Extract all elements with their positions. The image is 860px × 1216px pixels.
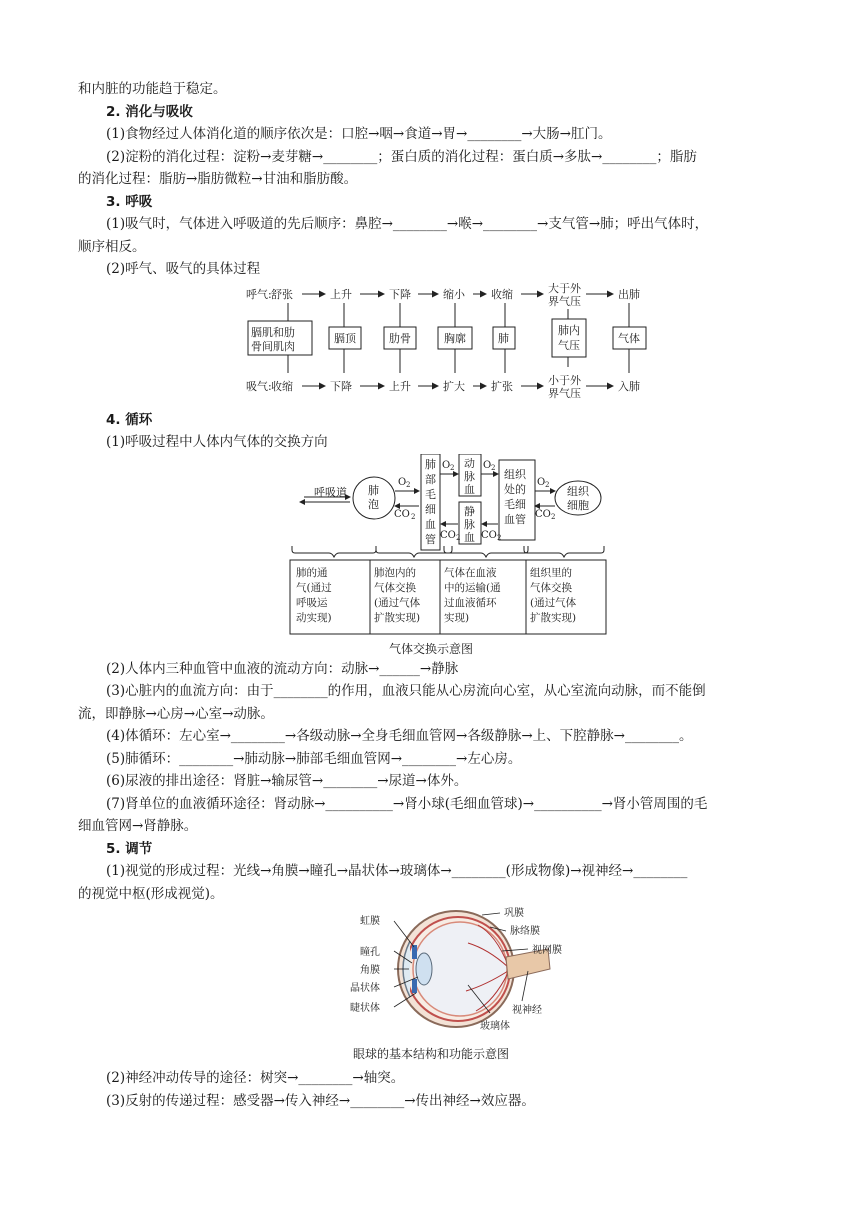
text-line: (3)反射的传递过程：感受器→传入神经→________→传出神经→效应器。 <box>106 1092 535 1109</box>
text-line: (5)肺循环：________→肺动脉→肺部毛细血管网→________→左心房。 <box>106 750 522 767</box>
eye-label-pupil: 瞳孔 <box>360 947 380 958</box>
co2-label: CO <box>394 508 410 520</box>
section-heading-respiration: 3. 呼吸 <box>106 193 153 210</box>
lung-capillary-label: 管 <box>425 532 436 546</box>
airway-label: 呼吸道 <box>314 485 347 499</box>
tissue-capillary-label: 毛细 <box>504 497 526 511</box>
eye-label-choroid: 脉络膜 <box>510 926 540 937</box>
co2-subscript: 2 <box>497 533 502 542</box>
gas-exchange-caption: 气体交换示意图 <box>388 641 473 656</box>
text-line: (2)呼气、吸气的具体过程 <box>106 261 261 277</box>
box-label: 膈肌和肋 <box>251 325 295 339</box>
note-line: 气体交换 <box>530 581 572 594</box>
text-line: (1)视觉的形成过程：光线→角膜→瞳孔→晶状体→玻璃体→________(形成物像)→视神经→________ <box>106 863 688 879</box>
note-line: (通过气体 <box>530 596 577 609</box>
o2-label: O <box>398 476 407 488</box>
inhale-step: 界气压 <box>548 386 581 400</box>
artery-label: 脉 <box>464 469 475 483</box>
co2-label: CO <box>481 529 497 541</box>
note-line: (通过气体 <box>374 596 421 609</box>
text-line: (1)呼吸过程中人体内气体的交换方向 <box>106 434 328 450</box>
lung-capillary-label: 血 <box>425 517 436 531</box>
box-label: 气压 <box>558 338 580 352</box>
box-label: 肺 <box>498 331 509 345</box>
o2-label: O <box>537 476 546 488</box>
box-label: 肺内 <box>558 323 580 337</box>
breathing-diagram <box>78 281 784 409</box>
exhale-step: 上升 <box>330 287 352 301</box>
o2-subscript: 2 <box>450 463 455 472</box>
text-line: 的视觉中枢(形成视觉)。 <box>78 885 224 902</box>
lung-capillary-label: 毛 <box>425 487 436 501</box>
exhale-step: 大于外 <box>548 281 581 295</box>
artery-label: 血 <box>464 482 475 496</box>
inhale-step: 入肺 <box>618 379 640 393</box>
note-line: 扩散实现) <box>530 611 577 624</box>
exhale-step: 舒张 <box>271 287 293 301</box>
text-line: (1)吸气时，气体进入呼吸道的先后顺序：鼻腔→________→喉→________→支气管→肺；呼出气体时， <box>106 216 709 232</box>
alveolus-label: 肺 <box>368 483 379 497</box>
eye-label-retina: 视网膜 <box>532 945 562 956</box>
box-label: 肋骨 <box>389 331 411 345</box>
co2-subscript: 2 <box>456 533 461 542</box>
text-line: (2)人体内三种血管中血液的流动方向：动脉→______→静脉 <box>106 660 459 677</box>
box-label: 骨间肌肉 <box>251 339 295 353</box>
exhale-label: 呼气: <box>246 287 272 301</box>
note-line: 肺泡内的 <box>374 566 416 579</box>
lung-capillary-label: 肺 <box>425 457 436 471</box>
vein-label: 脉 <box>464 517 475 531</box>
inhale-step: 下降 <box>330 379 352 393</box>
box-label: 胸廓 <box>444 331 466 345</box>
vein-label: 血 <box>464 530 475 544</box>
eye-label-lens: 晶状体 <box>350 983 380 994</box>
note-line: 实现) <box>444 611 470 624</box>
box-label: 气体 <box>618 331 640 345</box>
note-line: 过血液循环 <box>444 596 497 609</box>
gas-exchange-svg <box>78 454 784 640</box>
note-line: 组织里的 <box>530 566 572 579</box>
co2-subscript: 2 <box>551 512 556 521</box>
tissue-capillary-label: 组织 <box>504 467 526 481</box>
exhale-step: 出肺 <box>618 287 640 301</box>
section-heading-circulation: 4. 循环 <box>106 411 153 428</box>
text-line: 的消化过程：脂肪→脂肪微粒→甘油和脂肪酸。 <box>78 171 358 187</box>
text-line: (2)神经冲动传导的途径：树突→________→轴突。 <box>106 1070 405 1086</box>
tissue-cell-label: 细胞 <box>567 498 589 512</box>
box-label: 膈顶 <box>334 331 356 345</box>
exhale-step: 界气压 <box>548 294 581 308</box>
tissue-capillary-label: 血管 <box>504 512 526 526</box>
note-line: 气体在血液 <box>444 566 497 579</box>
text-line: (2)淀粉的消化过程：淀粉→麦芽糖→________；蛋白质的消化过程：蛋白质→多肽→________；脂肪 <box>106 148 697 165</box>
o2-subscript: 2 <box>406 480 411 489</box>
eyeball-svg <box>78 905 784 1045</box>
o2-label: O <box>442 459 451 471</box>
breathing-diagram-svg <box>78 281 784 409</box>
text-line: 和内脏的功能趋于稳定。 <box>78 81 227 97</box>
text-line: (3)心脏内的血流方向：由于________的作用，血液只能从心房流向心室，从心室流向动脉，而不能倒 <box>106 683 706 699</box>
inhale-step: 扩大 <box>443 379 465 393</box>
eye-label-sclera: 巩膜 <box>504 908 524 919</box>
gas-exchange-diagram <box>78 454 784 658</box>
lens-shape <box>416 953 432 985</box>
exhale-step: 收缩 <box>491 287 513 301</box>
eye-label-optic-nerve: 视神经 <box>512 1005 542 1016</box>
note-line: 肺的通 <box>296 566 328 579</box>
eye-label-ciliary-body: 睫状体 <box>350 1003 380 1014</box>
section-heading-regulation: 5. 调节 <box>106 840 153 857</box>
alveolus-label: 泡 <box>368 497 379 511</box>
tissue-cell-label: 组织 <box>567 484 589 498</box>
note-line: 呼吸运 <box>296 596 328 609</box>
text-line: 流，即静脉→心房→心室→动脉。 <box>78 705 274 722</box>
text-line: (7)肾单位的血液循环途径：肾动脉→__________→肾小球(毛细血管球)→__________→肾小管周围的毛 <box>106 795 708 812</box>
eyeball-diagram <box>78 905 784 1067</box>
inhale-step: 小于外 <box>548 373 581 387</box>
iris-upper <box>412 945 417 959</box>
eye-label-cornea: 角膜 <box>360 965 380 976</box>
co2-label: CO <box>440 529 456 541</box>
section-heading-digestion: 2. 消化与吸收 <box>106 103 193 120</box>
text-line: (4)体循环：左心室→________→各级动脉→全身毛细血管网→各级静脉→上、下腔静脉→________。 <box>106 728 693 744</box>
exhale-step: 缩小 <box>443 287 465 301</box>
inhale-label: 吸气: <box>246 379 272 393</box>
note-line: 扩散实现) <box>374 611 421 624</box>
note-line: 气体交换 <box>374 581 416 594</box>
eyeball-caption: 眼球的基本结构和功能示意图 <box>352 1047 509 1061</box>
text-line: (6)尿液的排出途径：肾脏→输尿管→________→尿道→体外。 <box>106 773 468 789</box>
text-line: 顺序相反。 <box>78 238 146 255</box>
iris-lower <box>412 979 417 993</box>
lung-capillary-label: 部 <box>425 472 436 486</box>
o2-subscript: 2 <box>491 463 496 472</box>
artery-label: 动 <box>464 456 475 470</box>
co2-label: CO <box>535 508 551 520</box>
document-page <box>78 78 784 1112</box>
note-line: 动实现) <box>296 611 332 624</box>
tissue-capillary-label: 处的 <box>504 482 526 496</box>
co2-subscript: 2 <box>411 512 416 521</box>
o2-label: O <box>483 459 492 471</box>
inhale-step: 上升 <box>389 379 411 393</box>
exhale-step: 下降 <box>389 287 411 301</box>
vein-label: 静 <box>464 504 475 518</box>
text-line: 细血管网→肾静脉。 <box>78 818 198 834</box>
inhale-step: 收缩 <box>271 379 293 393</box>
text-line: (1)食物经过人体消化道的顺序依次是：口腔→咽→食道→胃→________→大肠→肛门。 <box>106 126 612 142</box>
note-line: 气(通过 <box>296 581 332 594</box>
eye-label-vitreous: 玻璃体 <box>480 1021 510 1032</box>
note-line: 中的运输(通 <box>444 581 501 594</box>
inhale-step: 扩张 <box>491 379 513 393</box>
eye-label-iris: 虹膜 <box>360 916 380 927</box>
o2-subscript: 2 <box>545 480 550 489</box>
lung-capillary-label: 细 <box>425 502 436 516</box>
